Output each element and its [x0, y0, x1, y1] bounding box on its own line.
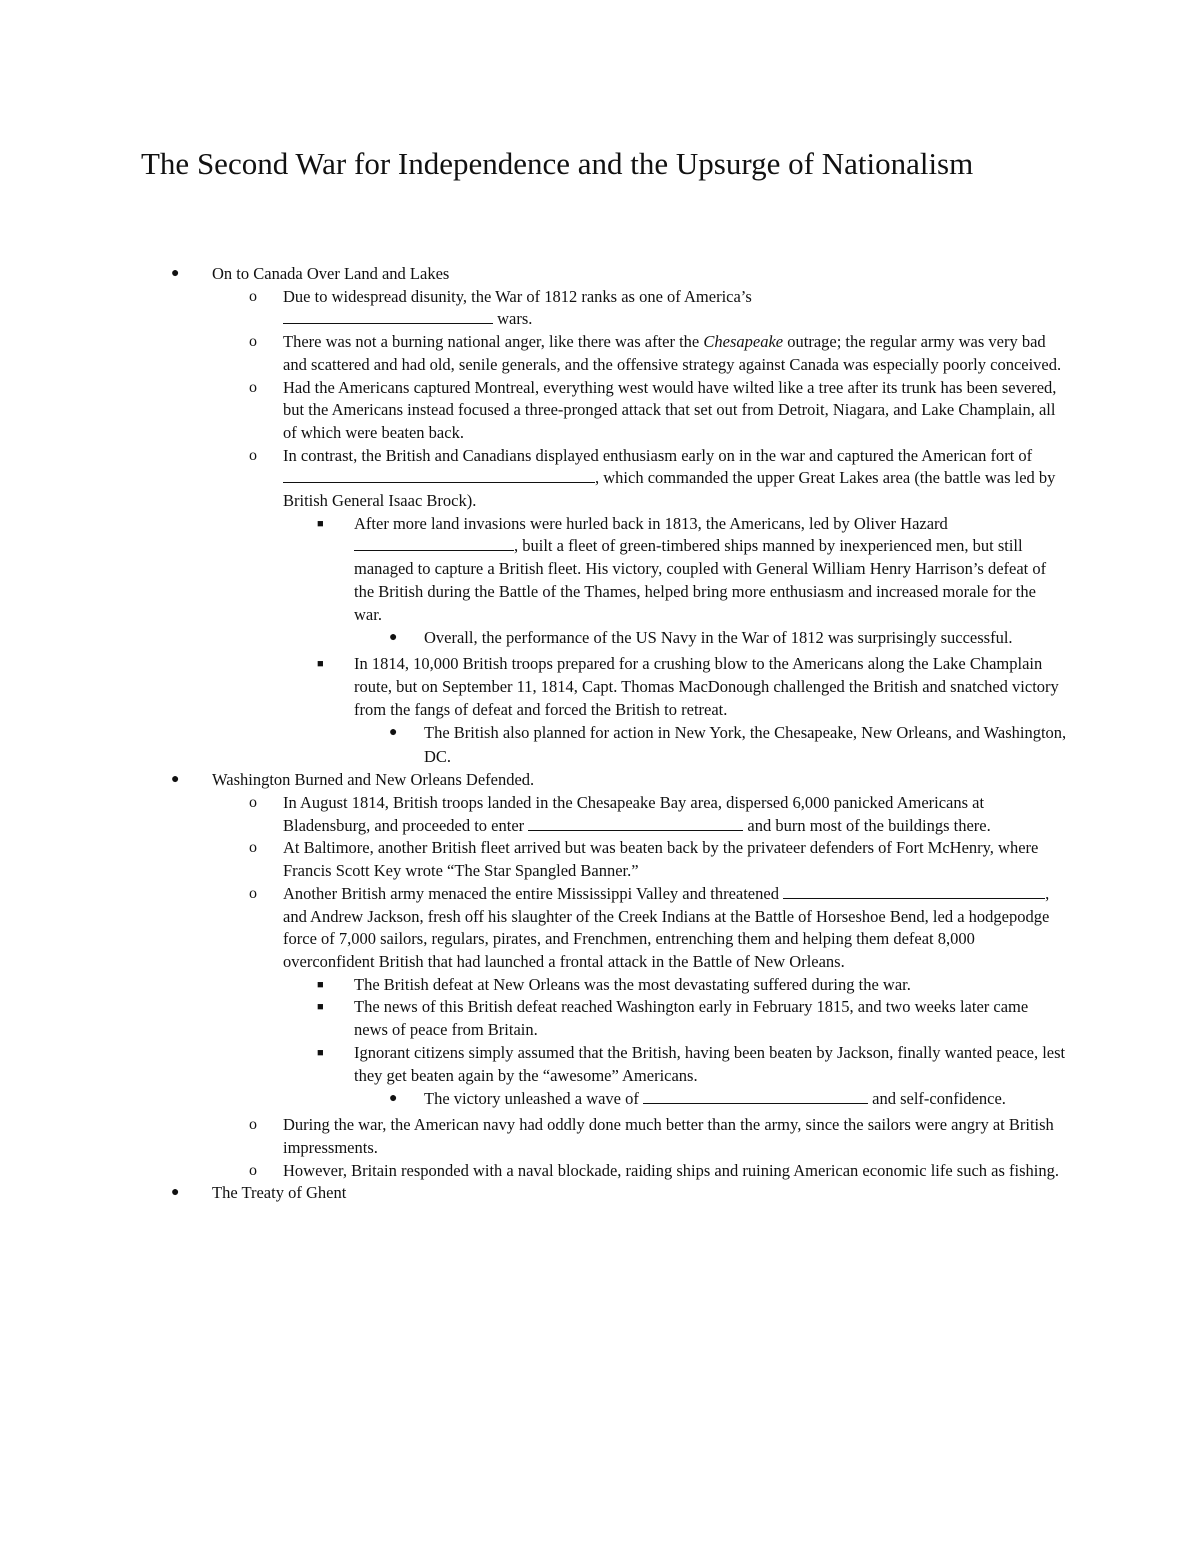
fill-in-blank — [528, 815, 743, 831]
bullet-marker: o — [249, 794, 257, 812]
section-heading: ● Washington Burned and New Orleans Defended. — [0, 769, 1062, 792]
list-item: o Another British army menaced the entire Mississippi Valley and threatened , and Andrew Jackson, fresh off his slaughter of the Creek Indians at the Battle of Horseshoe Bend, led a hodgepodge force of 7,000 sailors, regulars, pirates, and Frenchmen, entrenching them and helping them defeat 8,000 overconfident British that had launched a frontal attack in the Battle of New Orleans. — [249, 883, 1050, 971]
list-item: ■ The British defeat at New Orleans was the most devastating suffered during the war. — [0, 974, 1066, 997]
fill-in-blank — [354, 535, 514, 551]
bullet-marker: o — [249, 839, 257, 857]
bullet-marker: ● — [171, 266, 180, 281]
list-item: o At Baltimore, another British fleet arrived but was beaten back by the privateer defenders of Fort McHenry, where Francis Scott Key wrote “The Star Spangled Banner.” — [249, 838, 1039, 881]
fill-in-blank — [783, 883, 1045, 899]
list-item: ● The victory unleashed a wave of and self-confidence. — [0, 1087, 1069, 1111]
list-item: o There was not a burning national anger, like there was after the Chesapeake outrage; the regular army was very bad and scattered and had old, senile generals, and the offensive strategy against Canada was especially poorly conceived. — [249, 332, 1062, 374]
bullet-marker: ● — [389, 725, 398, 741]
list-item: o In August 1814, British troops landed in the Chesapeake Bay area, dispersed 6,000 panicked Americans at Bladensburg, and proceeded to enter and burn most of the buildings there. — [249, 793, 991, 835]
bullet-marker: o — [249, 884, 257, 902]
page-title: The Second War for Independence and the Upsurge of Nationalism — [141, 146, 974, 181]
outline — [0, 263, 1200, 1205]
section-heading: ● The Treaty of Ghent — [0, 1182, 1062, 1205]
bullet-marker: ■ — [317, 1046, 324, 1059]
bullet-marker: o — [249, 287, 257, 305]
list-item: ■ In 1814, 10,000 British troops prepared for a crushing blow to the Americans along the Lake Champlain route, but on September 11, 1814, Capt. Thomas MacDonough challenged the British and snatched victory from the fangs of defeat and forced the British to retreat. — [317, 654, 1059, 719]
section-heading: ● On to Canada Over Land and Lakes — [0, 263, 1062, 286]
bullet-marker: ■ — [317, 978, 324, 991]
bullet-marker: o — [249, 1116, 257, 1134]
bullet-marker: ■ — [317, 517, 324, 530]
list-item: o Had the Americans captured Montreal, everything west would have wilted like a tree after its trunk has been severed, but the Americans instead focused a three-pronged attack that set out from Detroit, Niagara, and Lake Champlain, all of which were beaten back. — [249, 377, 1057, 442]
bullet-marker: ● — [171, 1185, 180, 1201]
bullet-marker: o — [249, 333, 257, 351]
bullet-marker: ● — [389, 1091, 398, 1107]
list-item: o During the war, the American navy had oddly done much better than the army, since the sailors were angry at British impressments. — [249, 1115, 1054, 1157]
list-item: o However, Britain responded with a naval blockade, raiding ships and ruining American economic life such as fishing. — [0, 1160, 1068, 1183]
bullet-marker: o — [249, 1161, 257, 1179]
bullet-marker: ■ — [317, 1001, 324, 1014]
bullet-marker: o — [249, 378, 257, 396]
list-item: ■ After more land invasions were hurled back in 1813, the Americans, led by Oliver Hazard , built a fleet of green-timbered ships manned by inexperienced men, but still managed to capture a British fleet. His victory, coupled with General William Henry Harrison’s defeat of the British during the Battle of the Thames, helped bring more enthusiasm and increased morale for the war. — [317, 513, 1047, 624]
list-item: o Due to widespread disunity, the War of 1812 ranks as one of America’s wars. — [249, 286, 752, 329]
bullet-marker: ● — [171, 772, 180, 788]
bullet-marker: ● — [389, 630, 398, 646]
fill-in-blank — [283, 467, 595, 483]
list-item: o In contrast, the British and Canadians displayed enthusiasm early on in the war and captured the American fort of , which commanded the upper Great Lakes area (the battle was led by British General Isaac Brock). — [249, 445, 1056, 511]
bullet-marker: ■ — [317, 658, 324, 671]
list-item: ■ The news of this British defeat reached Washington early in February 1815, and two weeks later came news of peace from Britain. — [317, 997, 1029, 1040]
list-item: ● The British also planned for action in New York, the Chesapeake, New Orleans, and Washington, DC. — [389, 723, 1067, 767]
fill-in-blank — [283, 308, 493, 324]
list-item: ■ Ignorant citizens simply assumed that the British, having been beaten by Jackson, finally wanted peace, lest they get beaten again by the “awesome” Americans. — [317, 1042, 1066, 1085]
list-item: ● Overall, the performance of the US Navy in the War of 1812 was surprisingly successful. — [0, 626, 1069, 650]
fill-in-blank — [643, 1088, 868, 1104]
bullet-marker: o — [249, 446, 257, 464]
emphasis-text: Chesapeake — [703, 332, 784, 352]
